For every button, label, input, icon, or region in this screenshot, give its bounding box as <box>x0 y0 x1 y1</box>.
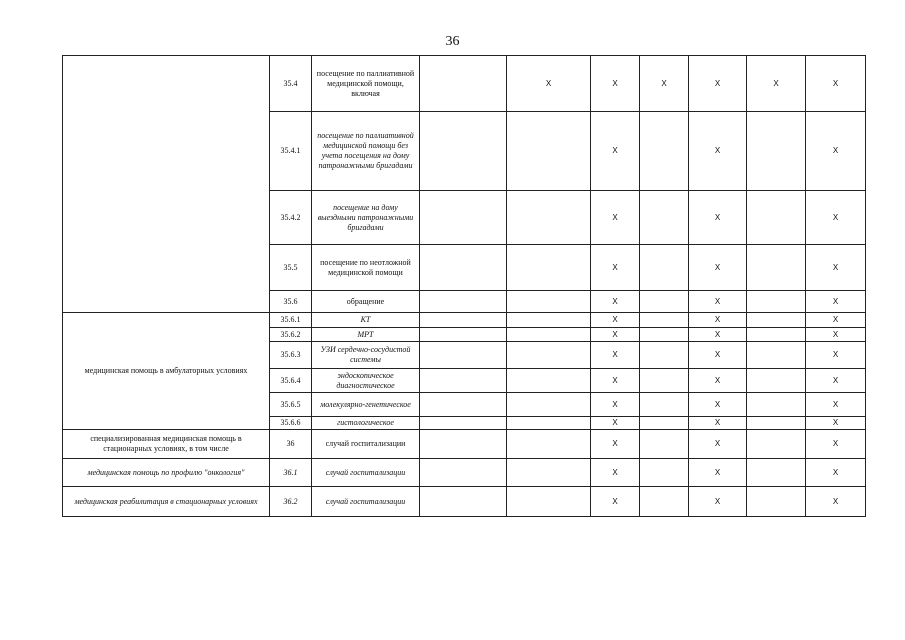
row-unit: случай госпитализации <box>312 459 420 487</box>
value-cell <box>640 459 689 487</box>
value-cell: X <box>806 191 866 245</box>
value-cell <box>507 191 591 245</box>
value-cell <box>747 430 806 459</box>
section-rehab: медицинская реабилитация в стационарных условиях <box>63 487 270 517</box>
value-cell: X <box>806 369 866 393</box>
value-cell: X <box>640 56 689 112</box>
value-cell: X <box>806 328 866 342</box>
value-cell <box>420 313 507 328</box>
row-unit: гистологическое <box>312 417 420 430</box>
section-oncology: медицинская помощь по профилю "онкология" <box>63 459 270 487</box>
row-code: 35.6 <box>270 291 312 313</box>
value-cell: X <box>689 487 747 517</box>
value-cell: X <box>591 245 640 291</box>
value-cell: X <box>689 245 747 291</box>
value-cell <box>747 245 806 291</box>
value-cell <box>640 313 689 328</box>
row-code: 35.6.1 <box>270 313 312 328</box>
row-unit: посещение на дому выездными патронажными бригадами <box>312 191 420 245</box>
value-cell: X <box>591 342 640 369</box>
value-cell: X <box>591 313 640 328</box>
row-code: 36 <box>270 430 312 459</box>
value-cell <box>420 369 507 393</box>
value-cell <box>747 369 806 393</box>
row-unit: посещение по паллиативной медицинской помощи, включая <box>312 56 420 112</box>
value-cell <box>420 459 507 487</box>
value-cell <box>420 328 507 342</box>
row-code: 36.2 <box>270 487 312 517</box>
page-number: 36 <box>445 34 460 49</box>
value-cell <box>640 291 689 313</box>
value-cell <box>507 328 591 342</box>
value-cell: X <box>591 487 640 517</box>
value-cell <box>420 342 507 369</box>
value-cell <box>507 417 591 430</box>
row-unit: молекулярно-генетическое <box>312 393 420 417</box>
value-cell: X <box>689 459 747 487</box>
value-cell <box>507 393 591 417</box>
value-cell: X <box>591 369 640 393</box>
value-cell <box>420 291 507 313</box>
value-cell: X <box>591 56 640 112</box>
section-inpatient: специализированная медицинская помощь в стационарных условиях, в том числе <box>63 430 270 459</box>
row-code: 35.5 <box>270 245 312 291</box>
row-code: 35.6.5 <box>270 393 312 417</box>
row-unit: УЗИ сердечно-сосудистой системы <box>312 342 420 369</box>
value-cell: X <box>591 459 640 487</box>
table-row <box>63 487 866 517</box>
value-cell <box>747 417 806 430</box>
value-cell: X <box>591 112 640 191</box>
value-cell: X <box>747 56 806 112</box>
table-row <box>63 313 866 328</box>
row-unit: посещение по паллиативной медицинской помощи без учета посещения на дому патронажными бригадами <box>312 112 420 191</box>
row-code: 35.6.4 <box>270 369 312 393</box>
value-cell: X <box>591 291 640 313</box>
value-cell <box>420 417 507 430</box>
row-code: 35.6.2 <box>270 328 312 342</box>
value-cell <box>507 459 591 487</box>
value-cell <box>747 487 806 517</box>
row-code: 36.1 <box>270 459 312 487</box>
row-unit: посещение по неотложной медицинской помощи <box>312 245 420 291</box>
value-cell <box>420 430 507 459</box>
value-cell <box>640 112 689 191</box>
value-cell <box>640 487 689 517</box>
value-cell <box>420 191 507 245</box>
value-cell: X <box>806 112 866 191</box>
section-cell-empty <box>63 56 270 313</box>
value-cell: X <box>689 112 747 191</box>
value-cell <box>507 313 591 328</box>
value-cell <box>507 112 591 191</box>
value-cell: X <box>591 328 640 342</box>
value-cell <box>747 342 806 369</box>
value-cell <box>420 487 507 517</box>
value-cell: X <box>806 459 866 487</box>
value-cell: X <box>689 328 747 342</box>
value-cell: X <box>591 430 640 459</box>
value-cell <box>420 112 507 191</box>
value-cell: X <box>689 393 747 417</box>
value-cell: X <box>591 393 640 417</box>
value-cell <box>640 191 689 245</box>
value-cell: X <box>689 191 747 245</box>
value-cell <box>420 245 507 291</box>
value-cell <box>747 112 806 191</box>
value-cell <box>640 328 689 342</box>
value-cell <box>747 328 806 342</box>
row-unit: КТ <box>312 313 420 328</box>
value-cell <box>420 393 507 417</box>
row-unit: эндоскопическое диагностическое <box>312 369 420 393</box>
value-cell <box>747 191 806 245</box>
value-cell <box>507 487 591 517</box>
value-cell <box>640 417 689 430</box>
row-unit: случай госпитализации <box>312 430 420 459</box>
value-cell: X <box>806 393 866 417</box>
row-code: 35.4.1 <box>270 112 312 191</box>
row-unit: случай госпитализации <box>312 487 420 517</box>
value-cell: X <box>806 245 866 291</box>
value-cell <box>747 313 806 328</box>
value-cell: X <box>806 56 866 112</box>
value-cell <box>747 393 806 417</box>
value-cell: X <box>689 56 747 112</box>
row-unit: обращение <box>312 291 420 313</box>
value-cell: X <box>507 56 591 112</box>
value-cell <box>507 291 591 313</box>
row-code: 35.6.6 <box>270 417 312 430</box>
row-code: 35.4.2 <box>270 191 312 245</box>
value-cell: X <box>806 291 866 313</box>
value-cell <box>507 342 591 369</box>
row-code: 35.6.3 <box>270 342 312 369</box>
value-cell: X <box>689 342 747 369</box>
value-cell: X <box>806 313 866 328</box>
value-cell <box>640 369 689 393</box>
value-cell <box>507 369 591 393</box>
planning-table <box>62 55 866 517</box>
value-cell: X <box>689 417 747 430</box>
table-body <box>63 56 866 517</box>
value-cell <box>747 459 806 487</box>
value-cell <box>747 291 806 313</box>
section-ambulatory: медицинская помощь в амбулаторных условиях <box>63 313 270 430</box>
value-cell <box>640 245 689 291</box>
value-cell: X <box>689 369 747 393</box>
row-code: 35.4 <box>270 56 312 112</box>
table-row <box>63 56 866 112</box>
value-cell <box>420 56 507 112</box>
value-cell <box>640 430 689 459</box>
value-cell: X <box>689 313 747 328</box>
value-cell: X <box>806 417 866 430</box>
value-cell: X <box>806 487 866 517</box>
value-cell: X <box>806 430 866 459</box>
row-unit: МРТ <box>312 328 420 342</box>
value-cell: X <box>591 417 640 430</box>
value-cell: X <box>689 291 747 313</box>
value-cell: X <box>689 430 747 459</box>
value-cell: X <box>591 191 640 245</box>
table-row <box>63 430 866 459</box>
value-cell: X <box>806 342 866 369</box>
table-row <box>63 459 866 487</box>
value-cell <box>640 393 689 417</box>
value-cell <box>507 245 591 291</box>
value-cell <box>507 430 591 459</box>
value-cell <box>640 342 689 369</box>
